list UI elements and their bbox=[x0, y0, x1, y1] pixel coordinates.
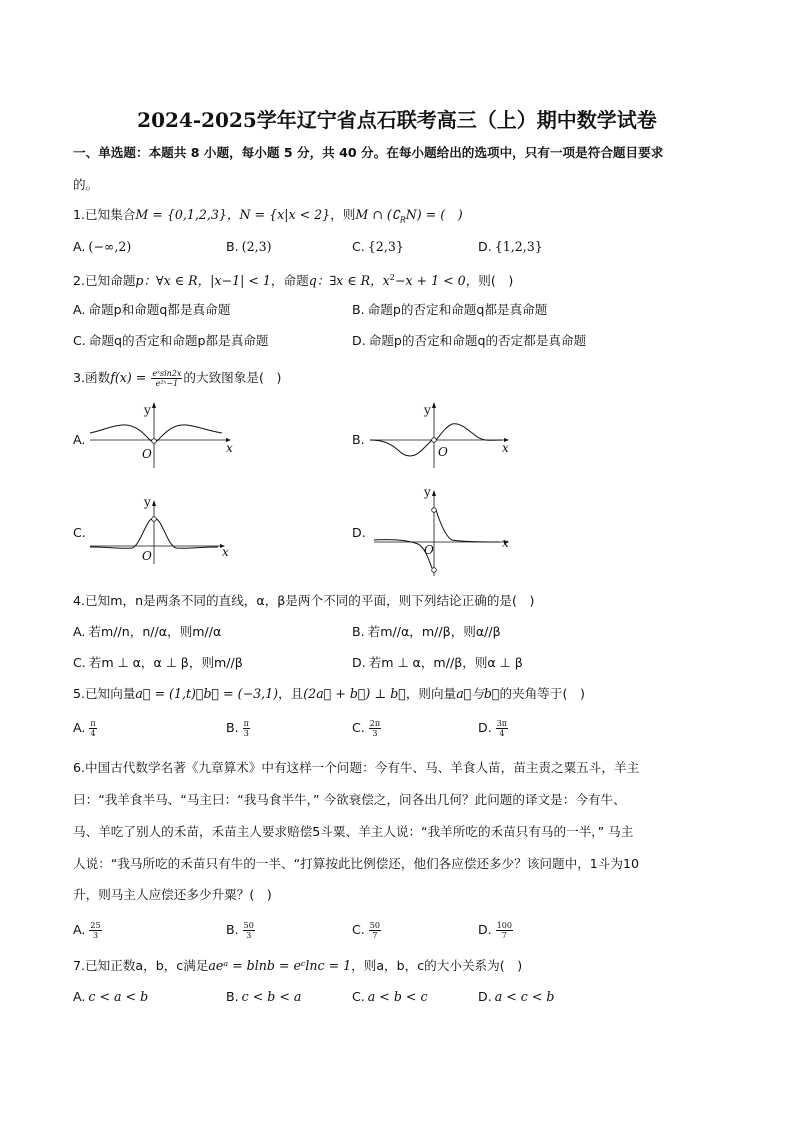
q6-option-d[interactable]: D. $\frac{100}{7}$ bbox=[478, 921, 512, 940]
svg-text:O: O bbox=[438, 445, 448, 459]
graph-d[interactable] bbox=[368, 484, 518, 580]
page-title: 2024-2025学年辽宁省点石联考高三（上）期中数学试卷 bbox=[137, 108, 657, 132]
q1-option-d[interactable]: D. {1,2,3} bbox=[478, 239, 543, 254]
question-4: 4.已知m，n是两条不同的直线，α，β是两个不同的平面，则下列结论正确的是( ) bbox=[73, 593, 535, 608]
svg-text:x: x bbox=[502, 536, 509, 550]
svg-text:O: O bbox=[424, 543, 434, 557]
q7-option-d[interactable]: D. a < c < b bbox=[478, 989, 555, 1004]
hollow-point bbox=[152, 439, 157, 444]
hollow-point-top bbox=[432, 508, 437, 513]
origin-label: O bbox=[142, 447, 152, 461]
hollow-point bbox=[152, 517, 157, 522]
question-6-line: 人说：“我马所吃的禾苗只有牛的一半、“打算按此比例偿还，他们各应偿还多少？该问题中，1斗为10 bbox=[73, 856, 640, 871]
section-heading: 一、单选题：本题共 8 小题，每小题 5 分，共 40 分。在每小题给出的选项中，只有一项是符合题目要求 bbox=[73, 145, 664, 160]
question-6-line: 马、羊吃了别人的禾苗，禾苗主人要求赔偿5斗粟、羊主人说：“我羊所吃的禾苗只有马的一半，” 马主 bbox=[73, 824, 634, 839]
q5-option-a[interactable]: A. $\frac{\pi}{4}$ bbox=[73, 719, 96, 738]
q3-option-c[interactable]: C. bbox=[73, 525, 86, 540]
q4-option-a[interactable]: A. 若m//n，n//α，则m//α bbox=[73, 624, 222, 639]
q3-option-a[interactable]: A. bbox=[73, 432, 86, 447]
y-arrow bbox=[152, 402, 156, 408]
q1-option-a[interactable]: A. (−∞,2) bbox=[73, 239, 132, 254]
svg-text:y: y bbox=[424, 485, 431, 499]
q4-option-c[interactable]: C. 若m ⊥ α，α ⊥ β，则m//β bbox=[73, 655, 243, 670]
q6-option-a[interactable]: A. $\frac{25}{3}$ bbox=[73, 921, 101, 940]
q2-option-d[interactable]: D. 命题p的否定和命题q的否定都是真命题 bbox=[352, 333, 587, 348]
question-5: 5.已知向量a⃗ = (1,t)，b⃗ = (−3,1)，且(2a⃗ + b⃗) ⊥ b⃗，则向量a⃗与b⃗的夹角等于( ) bbox=[73, 686, 585, 701]
q3-option-d[interactable]: D. bbox=[352, 525, 366, 540]
y-label: y bbox=[144, 403, 151, 417]
y-arrow bbox=[152, 500, 156, 506]
q1-option-b[interactable]: B. (2,3) bbox=[226, 239, 272, 254]
question-1: 1.已知集合M = {0,1,2,3}，N = {x|x < 2}，则M ∩ $(∁_RN)$ = ( ) bbox=[73, 207, 463, 225]
hollow-point bbox=[432, 438, 437, 443]
q4-option-b[interactable]: B. 若m//α，m//β，则α//β bbox=[352, 624, 501, 639]
q2-option-c[interactable]: C. 命题q的否定和命题p都是真命题 bbox=[73, 333, 269, 348]
question-6-line: 升，则马主人应偿还多少升粟？( ) bbox=[73, 887, 272, 902]
y-arrow bbox=[432, 402, 436, 408]
curve-right bbox=[436, 510, 500, 542]
svg-text:x: x bbox=[502, 441, 509, 455]
q5-option-c[interactable]: C. $\frac{2\pi}{3}$ bbox=[352, 719, 381, 738]
graph-c[interactable] bbox=[86, 490, 236, 568]
q3-option-b[interactable]: B. bbox=[352, 432, 365, 447]
svg-text:x: x bbox=[222, 545, 229, 559]
q5-option-d[interactable]: D. $\frac{3\pi}{4}$ bbox=[478, 719, 508, 738]
hollow-point-bottom bbox=[432, 568, 437, 573]
q2-option-b[interactable]: B. 命题p的否定和命题q都是真命题 bbox=[352, 302, 548, 317]
fraction: $\frac{\text{eˣsin2x}}{\text{e²ˣ−1}}$ bbox=[152, 369, 182, 388]
question-number: 1. bbox=[73, 207, 86, 222]
y-arrow bbox=[432, 490, 436, 496]
q5-option-b[interactable]: B. $\frac{\pi}{3}$ bbox=[226, 719, 249, 738]
q7-option-b[interactable]: B. c < b < a bbox=[226, 989, 302, 1004]
x-label: x bbox=[226, 441, 233, 455]
q2-option-a[interactable]: A. 命题p和命题q都是真命题 bbox=[73, 302, 231, 317]
q4-option-d[interactable]: D. 若m ⊥ α，m//β，则α ⊥ β bbox=[352, 655, 523, 670]
graph-a[interactable] bbox=[86, 400, 236, 470]
question-7: 7.已知正数a，b，c满足aeᵃ = blnb = eᶜlnc = 1，则a，b，c的大小关系为( ) bbox=[73, 958, 523, 973]
svg-text:y: y bbox=[424, 403, 431, 417]
q7-option-c[interactable]: C. a < b < c bbox=[352, 989, 428, 1004]
q6-option-c[interactable]: C. $\frac{50}{7}$ bbox=[352, 921, 380, 940]
section-heading-cont: 的。 bbox=[73, 177, 99, 192]
question-6-line: 曰：“我羊食半马、“马主曰：“我马食半牛，” 今欲衰偿之，问各出几何？此问题的译文是：今有牛、 bbox=[73, 792, 626, 807]
svg-text:O: O bbox=[142, 549, 152, 563]
question-3: 3.函数f(x) = $\frac{\text{eˣsin2x}}{\text{e²ˣ−1}}$ 的大致图象是( ) bbox=[73, 369, 282, 388]
q6-option-b[interactable]: B. $\frac{50}{3}$ bbox=[226, 921, 254, 940]
q1-option-c[interactable]: C. {2,3} bbox=[352, 239, 404, 254]
q7-option-a[interactable]: A. c < a < b bbox=[73, 989, 149, 1004]
question-2: 2.已知命题p：∀x ∈ R，|x−1| < 1，命题q：∃x ∈ R，$x^2-x + 1 < 0$，则( ) bbox=[73, 273, 514, 289]
svg-text:y: y bbox=[144, 495, 151, 509]
graph-b[interactable] bbox=[368, 400, 518, 470]
question-6: 6.中国古代数学名著《九章算术》中有这样一个问题：今有牛、马、羊食人苗，苗主责之粟五斗，羊主 bbox=[73, 760, 640, 775]
